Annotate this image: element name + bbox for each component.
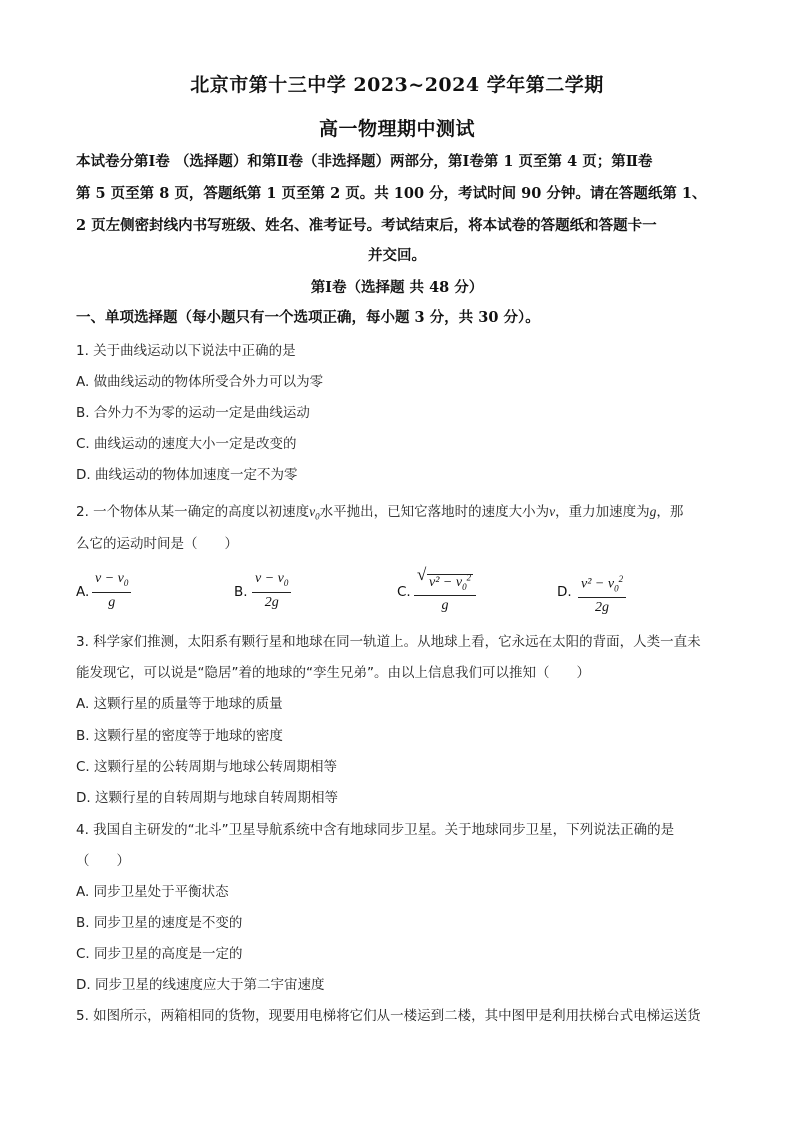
q2-v0-symbol: $v_0$ bbox=[309, 504, 320, 522]
q2-option-d-label: D. bbox=[557, 584, 572, 600]
q2-stem-text-d: ，那 bbox=[656, 504, 684, 520]
q4-option-d: D. 同步卫星的线速度应大于第二宇宙速度 bbox=[76, 977, 325, 993]
q3-option-a: A. 这颗行星的质量等于地球的质量 bbox=[76, 696, 283, 712]
q1-option-c: C. 曲线运动的速度大小一定是改变的 bbox=[76, 436, 297, 452]
q1-option-b: B. 合外力不为零的运动一定是曲线运动 bbox=[76, 405, 310, 421]
q2-option-a-label: A. bbox=[76, 584, 90, 600]
q2-option-c-label: C. bbox=[397, 584, 411, 600]
q2-stem-text-a: 2. 一个物体从某一确定的高度以初速度 bbox=[76, 504, 310, 520]
q3-option-b: B. 这颗行星的密度等于地球的密度 bbox=[76, 728, 283, 744]
q2-g-symbol: g bbox=[649, 504, 657, 519]
q1-option-a: A. 做曲线运动的物体所受合外力可以为零 bbox=[76, 374, 324, 390]
q2-stem-line-2: 么它的运动时间是（ ） bbox=[76, 536, 238, 552]
q2-option-d-formula: $\frac{v^2 - v_0^2}{2g}$ bbox=[578, 570, 626, 618]
q2-option-b-formula: $\frac{v - v_0}{2g}$ bbox=[252, 570, 291, 613]
q1-option-d: D. 曲线运动的物体加速度一定不为零 bbox=[76, 467, 298, 483]
q3-option-c: C. 这颗行星的公转周期与地球公转周期相等 bbox=[76, 759, 338, 775]
q4-option-c: C. 同步卫星的高度是一定的 bbox=[76, 946, 243, 962]
q2-v-symbol: v bbox=[549, 504, 556, 519]
intro-line-2: 第 5 页至第 8 页，答题纸第 1 页至第 2 页。共 100 分，考试时间 90 分钟。请在答题纸第 1、 bbox=[76, 185, 707, 202]
intro-line-3: 2 页左侧密封线内书写班级、姓名、准考证号。考试结束后，将本试卷的答题纸和答题卡一 bbox=[76, 217, 657, 234]
exam-title: 北京市第十三中学 2023~2024 学年第二学期 bbox=[190, 74, 604, 96]
q2-option-c-formula: √ $v^2 - v_0^2$ g bbox=[414, 568, 476, 616]
section-heading: 第Ⅰ卷（选择题 共 48 分） bbox=[310, 279, 484, 296]
q3-option-d: D. 这颗行星的自转周期与地球自转周期相等 bbox=[76, 790, 338, 806]
exam-subtitle: 高一物理期中测试 bbox=[318, 118, 475, 140]
q2-stem bbox=[76, 500, 683, 522]
q2-stem-text-b: 水平抛出，已知它落地时的速度大小为 bbox=[319, 504, 550, 520]
q3-stem-line-2: 能发现它，可以说是“隐居”着的地球的“孪生兄弟”。由以上信息我们可以推知（ ） bbox=[76, 665, 590, 681]
q2-stem-text-c: ，重力加速度为 bbox=[555, 504, 650, 520]
q5-stem-line-1: 5. 如图所示，两箱相同的货物，现要用电梯将它们从一楼运到二楼，其中图甲是利用扶梯台式电梯运送货 bbox=[76, 1008, 701, 1024]
q4-stem-line-1: 4. 我国自主研发的“北斗”卫星导航系统中含有地球同步卫星。关于地球同步卫星，下列说法正确的是 bbox=[76, 822, 675, 838]
q1-stem: 1. 关于曲线运动以下说法中正确的是 bbox=[76, 343, 296, 359]
part-title: 一、单项选择题（每小题只有一个选项正确，每小题 3 分，共 30 分）。 bbox=[76, 309, 540, 326]
q3-stem-line-1: 3. 科学家们推测，太阳系有颗行星和地球在同一轨道上。从地球上看，它永远在太阳的背面，人类一直未 bbox=[76, 634, 701, 650]
intro-line-4: 并交回。 bbox=[368, 247, 426, 264]
q4-option-a: A. 同步卫星处于平衡状态 bbox=[76, 884, 229, 900]
q2-option-b-label: B. bbox=[234, 584, 248, 600]
q4-stem-line-2: （ ） bbox=[76, 853, 130, 869]
q4-option-b: B. 同步卫星的速度是不变的 bbox=[76, 915, 243, 931]
q2-option-a-formula: $\frac{v - v_0}{g}$ bbox=[92, 570, 131, 613]
intro-line-1: 本试卷分第Ⅰ卷 （选择题）和第Ⅱ卷（非选择题）两部分，第Ⅰ卷第 1 页至第 4 页；第Ⅱ卷 bbox=[76, 153, 653, 170]
